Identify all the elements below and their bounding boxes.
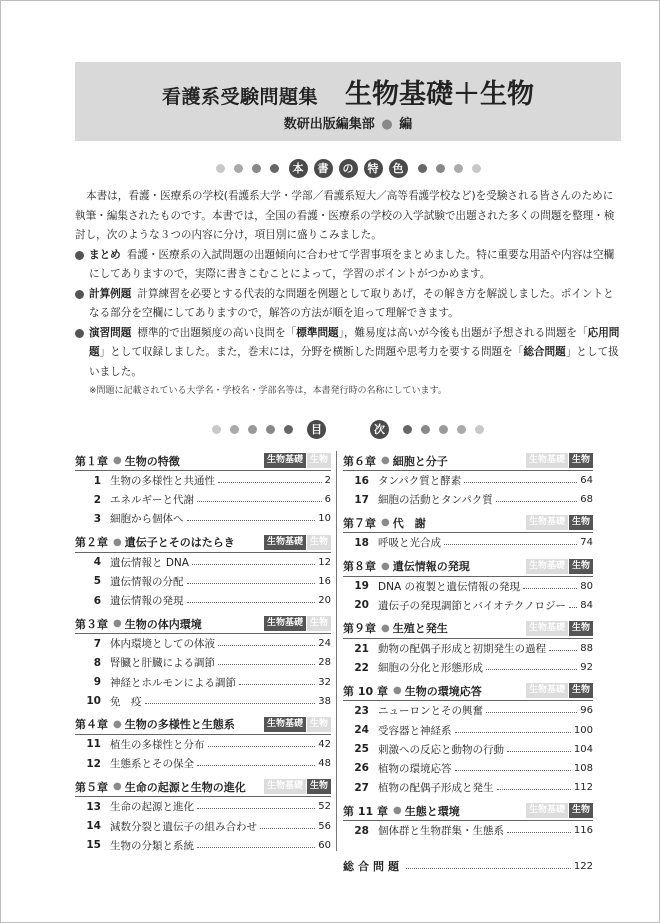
dot-icon <box>248 425 257 434</box>
entry-page: 80 <box>580 580 593 592</box>
title-line <box>75 72 621 111</box>
heading-char: 書 <box>314 159 333 178</box>
toc-entry <box>343 533 593 552</box>
entry-title: 遺伝子の発現調節とバイオテクノロジー <box>378 599 567 612</box>
author-name: 数研出版編集部 <box>283 117 375 132</box>
toc-left-column <box>75 451 331 855</box>
chapter-heading <box>343 513 593 533</box>
toc-entry <box>75 653 331 672</box>
chapter-title: 生殖と発生 <box>392 622 448 636</box>
entry-title: ニューロンとその興奮 <box>378 705 483 718</box>
heading-char: の <box>339 159 358 178</box>
standard-problems-label: 標準問題 <box>296 326 339 339</box>
title-block <box>75 62 621 141</box>
entry-page: 96 <box>580 705 593 717</box>
dot-leader <box>406 868 571 869</box>
dot-leader <box>197 847 315 848</box>
chapter-heading <box>343 557 593 577</box>
entry-number: 8 <box>93 656 101 669</box>
dot-leader <box>145 703 316 704</box>
entry-title: 体内環境としての体液 <box>110 638 215 651</box>
tag-advanced: 生物 <box>307 453 331 468</box>
entry-number: 1 <box>93 474 101 487</box>
chapter-number: 第６章 <box>343 454 376 468</box>
chapter-heading <box>75 533 331 553</box>
feature-text: 」，難易度は高いが今後も出題が予想される問題を「 <box>338 326 588 339</box>
dot-leader <box>197 501 322 502</box>
entry-title: 細胞から個体へ <box>110 513 184 526</box>
entry-title: 遺伝情報の発現 <box>110 595 184 608</box>
toc-entry <box>343 759 593 778</box>
bullet-icon <box>75 329 84 338</box>
chapter-tags <box>264 779 331 794</box>
entry-number: 23 <box>354 704 369 717</box>
feature-summary <box>75 246 621 285</box>
dot-icon <box>457 425 466 434</box>
summary-page: 122 <box>573 860 593 872</box>
entry-title: 刺激への反応と動物の行動 <box>378 743 504 756</box>
tag-advanced: 生物 <box>307 535 331 550</box>
dot-leader <box>444 544 577 545</box>
entry-title: 生命の起源と進化 <box>110 801 194 814</box>
dot-leader <box>486 669 577 670</box>
entry-page: 24 <box>318 638 331 650</box>
toc-entry <box>343 658 593 677</box>
tag-basic: 生物基礎 <box>526 683 568 698</box>
entry-page: 10 <box>318 513 331 525</box>
entry-page: 74 <box>580 537 593 549</box>
dot-leader <box>464 482 577 483</box>
dot-icon: ● <box>113 781 122 793</box>
entry-page: 68 <box>580 494 593 506</box>
chapter-number: 第３章 <box>75 617 108 631</box>
dot-icon: ● <box>113 618 122 630</box>
toc-entry <box>343 577 593 596</box>
toc-entry <box>75 673 331 692</box>
dot-leader <box>260 828 315 829</box>
dot-icon: ● <box>113 718 122 730</box>
dot-leader <box>208 746 316 747</box>
author-line <box>75 113 621 132</box>
chapter-title: 生物の多様性と生態系 <box>124 718 235 732</box>
author-suffix: 編 <box>399 117 413 132</box>
entry-number: 7 <box>93 637 101 650</box>
chapter-number: 第７章 <box>343 516 376 530</box>
dot-icon: ● <box>381 622 390 634</box>
chapter-tags <box>264 535 331 550</box>
entry-number: 24 <box>354 724 369 737</box>
entry-number: 5 <box>93 575 101 588</box>
chapter-heading <box>343 801 593 821</box>
dot-leader <box>507 751 571 752</box>
entry-number: 15 <box>86 839 101 852</box>
entry-page: 28 <box>318 657 331 669</box>
bullet-icon <box>75 290 84 299</box>
entry-number: 9 <box>93 676 101 689</box>
tag-advanced: 生物 <box>307 779 331 794</box>
toc-entry <box>75 634 331 653</box>
entry-number: 28 <box>354 824 369 837</box>
toc-entry <box>75 692 331 711</box>
dot-leader <box>197 808 315 809</box>
entry-page: 48 <box>318 758 331 770</box>
chapter-tags <box>264 453 331 468</box>
chapter-number: 第２章 <box>75 536 108 550</box>
dot-icon <box>475 425 484 434</box>
chapter-title: 生態と環境 <box>404 804 460 818</box>
dot-leader <box>197 765 315 766</box>
feature-text: 標準的で出題頻度の高い良問を「 <box>137 326 297 339</box>
feature-term: 計算例題 <box>89 287 132 300</box>
dot-separator-icon: ● <box>381 117 393 132</box>
chapter-heading <box>343 451 593 471</box>
entry-page: 38 <box>318 695 331 707</box>
column-divider <box>336 451 337 851</box>
tag-advanced: 生物 <box>569 803 593 818</box>
tag-basic: 生物基礎 <box>264 535 306 550</box>
dot-icon: ● <box>381 517 390 529</box>
dot-leader <box>569 607 577 608</box>
tag-basic: 生物基礎 <box>526 621 568 636</box>
entry-page: 2 <box>324 475 331 487</box>
toc-entry <box>75 797 331 816</box>
entry-title: 生態系とその保全 <box>110 758 194 771</box>
entry-page: 84 <box>580 599 593 611</box>
dot-leader <box>486 712 577 713</box>
entry-title: 植物の環境応答 <box>378 762 452 775</box>
entry-page: 56 <box>318 820 331 832</box>
entry-title: 生物の多様性と共通性 <box>110 475 215 488</box>
chapter-heading <box>343 681 593 701</box>
entry-number: 12 <box>86 757 101 770</box>
chapter-tags <box>526 803 593 818</box>
entry-page: 104 <box>573 743 593 755</box>
chapter-tags <box>526 453 593 468</box>
entry-number: 10 <box>86 695 101 708</box>
dot-icon: ● <box>392 685 402 697</box>
dot-icon <box>454 164 463 173</box>
dot-icon <box>252 164 261 173</box>
entry-page: 64 <box>580 475 593 487</box>
toc-heading-chars <box>307 420 389 439</box>
chapter-tags <box>526 621 593 636</box>
feature-calc-example <box>75 285 621 324</box>
dot-icon <box>216 164 225 173</box>
comprehensive-problems-label: 総合問題 <box>523 346 566 358</box>
toc-entry <box>75 754 331 773</box>
entry-title: 動物の配偶子形成と初期発生の過程 <box>378 643 546 656</box>
dot-leader <box>239 684 315 685</box>
toc-entry <box>75 471 331 490</box>
entry-number: 2 <box>93 493 101 506</box>
chapter-heading <box>75 777 331 797</box>
entry-page: 20 <box>318 595 331 607</box>
entry-number: 18 <box>354 536 369 549</box>
entry-number: 20 <box>354 599 369 612</box>
entry-page: 100 <box>573 724 593 736</box>
toc-entry <box>343 701 593 720</box>
dot-leader <box>187 520 316 521</box>
toc-entry <box>75 490 331 509</box>
features-note: ※問題に記載されている大学名・学校名・学部名等は，本書発行時の名称にしています。 <box>89 386 447 396</box>
entry-title: 植物の配偶子形成と発生 <box>378 782 494 795</box>
dot-icon <box>403 425 412 434</box>
dot-leader <box>187 583 316 584</box>
dot-icon <box>439 425 448 434</box>
dot-icon <box>472 164 481 173</box>
chapter-title: 生物の特徴 <box>124 454 180 468</box>
tag-advanced: 生物 <box>307 616 331 631</box>
toc-entry <box>343 596 593 615</box>
entry-number: 27 <box>354 781 369 794</box>
entry-title: 細胞の活動とタンパク質 <box>378 494 493 507</box>
features-heading <box>75 157 621 179</box>
dot-leader <box>455 770 571 771</box>
chapter-heading <box>75 715 331 735</box>
dot-leader <box>497 789 571 790</box>
chapter-number: 第４章 <box>75 718 108 732</box>
entry-number: 11 <box>86 738 101 751</box>
entry-page: 52 <box>318 801 331 813</box>
toc-entry <box>75 836 331 855</box>
tag-basic: 生物基礎 <box>264 616 306 631</box>
entry-title: 受容器と神経系 <box>378 724 452 737</box>
chapter-tags <box>526 515 593 530</box>
entry-title: 生物の分類と系統 <box>110 839 194 852</box>
features-section <box>75 187 621 402</box>
toc-entry <box>343 821 593 840</box>
features-heading-chars <box>289 159 408 178</box>
entry-page: 108 <box>573 762 593 774</box>
chapter-number: 第１章 <box>75 454 108 468</box>
dot-icon: ● <box>381 455 390 466</box>
entry-title: DNA の複製と遺伝情報の発現 <box>378 580 520 593</box>
dot-icon <box>284 425 293 434</box>
right-dots <box>418 164 481 173</box>
feature-text: 」として扱いました。 <box>89 346 619 378</box>
entry-page: 6 <box>324 494 331 506</box>
chapter-number: 第８章 <box>343 560 376 574</box>
toc-entry <box>343 721 593 740</box>
chapter-title: 遺伝子とそのはたらき <box>124 536 235 550</box>
tag-advanced: 生物 <box>307 717 331 732</box>
dot-leader <box>218 482 322 483</box>
tag-basic: 生物基礎 <box>264 717 306 732</box>
dot-icon <box>212 425 221 434</box>
chapter-title: 遺伝情報の発現 <box>392 560 470 574</box>
entry-number: 21 <box>354 642 369 655</box>
entry-number: 4 <box>93 556 101 569</box>
toc-right-column <box>343 451 593 876</box>
entry-title: エネルギーと代謝 <box>110 494 194 507</box>
features-intro: 本書は，看護・医療系の学校(看護系大学・学部／看護系短大／高等看護学校など)を受験される皆さんのために執筆・編集されたものです。本書では，全国の看護・医療系の学校の入学試験で出題された多くの問題を整理・検討し，次のような３つの内容に分け，項目別に盛りこみました。 <box>75 190 615 241</box>
tag-advanced: 生物 <box>569 621 593 636</box>
toc-entry <box>75 816 331 835</box>
right-dots <box>403 425 484 434</box>
entry-page: 12 <box>318 556 331 568</box>
dot-icon <box>421 425 430 434</box>
dot-leader <box>523 588 577 589</box>
toc-entry <box>75 591 331 610</box>
chapter-heading <box>75 614 331 634</box>
toc-entry <box>75 735 331 754</box>
feature-text: 看護・医療系の入試問題の出題傾向に合わせて学習事項をまとめました。特に重要な用語や内容は空欄にしてありますので，実際に書きこむことによって，学習のポイントがつかめます。 <box>89 248 615 280</box>
dot-leader <box>218 645 315 646</box>
entry-number: 6 <box>93 594 101 607</box>
dot-leader <box>549 650 577 651</box>
entry-title: 植生の多様性と分布 <box>110 738 205 751</box>
entry-title: 細胞の分化と形態形成 <box>378 662 483 675</box>
dot-leader <box>496 501 578 502</box>
tag-advanced: 生物 <box>569 515 593 530</box>
entry-page: 42 <box>318 738 331 750</box>
dot-icon <box>270 164 279 173</box>
chapter-heading <box>343 619 593 639</box>
feature-term: まとめ <box>89 248 121 261</box>
entry-number: 14 <box>86 820 101 833</box>
chapter-title: 生命の起源と生物の進化 <box>124 780 246 794</box>
entry-page: 60 <box>318 839 331 851</box>
toc-entry <box>75 572 331 591</box>
chapter-title: 生物の環境応答 <box>404 684 482 698</box>
dot-icon <box>234 164 243 173</box>
applied-problems-label: 応用問題 <box>89 326 620 358</box>
summary-label: 総合問題 <box>343 860 403 874</box>
tag-basic: 生物基礎 <box>526 453 568 468</box>
entry-title: 呼吸と光合成 <box>378 537 441 550</box>
toc-entry <box>343 778 593 797</box>
tag-basic: 生物基礎 <box>526 559 568 574</box>
entry-page: 16 <box>318 575 331 587</box>
chapter-tags <box>264 616 331 631</box>
entry-title: 腎臓と肝臓による調節 <box>110 657 215 670</box>
dot-icon <box>418 164 427 173</box>
bullet-icon <box>75 251 84 260</box>
chapter-tags <box>264 717 331 732</box>
dot-icon <box>266 425 275 434</box>
feature-text: 計算練習を必要とする代表的な問題を例題として取りあげ，その解き方を解説しました。ポイントとなる部分を空欄にしてありますので，解答の方法が順を追って理解できます。 <box>89 287 614 319</box>
entry-number: 26 <box>354 762 369 775</box>
tag-basic: 生物基礎 <box>264 453 306 468</box>
heading-char: 特 <box>364 159 383 178</box>
toc-entry <box>343 490 593 509</box>
entry-title: 個体群と生物群集・生態系 <box>378 825 504 838</box>
tag-advanced: 生物 <box>569 453 593 468</box>
chapter-number: 第 11 章 <box>343 804 388 818</box>
toc-entry <box>75 553 331 572</box>
dot-icon: ● <box>392 805 402 817</box>
chapter-tags <box>526 683 593 698</box>
entry-page: 88 <box>580 643 593 655</box>
entry-page: 112 <box>573 782 593 794</box>
entry-page: 92 <box>580 662 593 674</box>
left-dots <box>216 164 279 173</box>
entry-title: 免 疫 <box>110 695 142 708</box>
dot-leader <box>187 602 316 603</box>
dot-icon <box>230 425 239 434</box>
dot-leader <box>218 664 315 665</box>
entry-number: 17 <box>354 493 369 506</box>
dot-leader <box>192 564 315 565</box>
tag-basic: 生物基礎 <box>526 803 568 818</box>
left-dots <box>212 425 293 434</box>
chapter-title: 細胞と分子 <box>392 454 448 468</box>
toc-entry <box>343 639 593 658</box>
chapter-heading <box>75 451 331 471</box>
feature-text: 」として収録しました。また，巻末には，分野を横断した問題や思考力を要する問題を「 <box>99 346 524 358</box>
chapter-number: 第５章 <box>75 780 108 794</box>
toc-entry <box>343 471 593 490</box>
toc-heading <box>75 418 621 440</box>
feature-exercises <box>75 324 621 383</box>
dot-leader <box>455 732 571 733</box>
tag-advanced: 生物 <box>569 559 593 574</box>
tag-basic: 生物基礎 <box>264 779 306 794</box>
entry-title: 神経とホルモンによる調節 <box>110 676 236 689</box>
chapter-number: 第 10 章 <box>343 684 388 698</box>
chapter-number: 第９章 <box>343 622 376 636</box>
toc-entry <box>343 740 593 759</box>
entry-title: 減数分裂と遺伝子の組み合わせ <box>110 820 257 833</box>
tag-advanced: 生物 <box>569 683 593 698</box>
series-title: 看護系受験問題集 <box>161 86 318 108</box>
book-title: 生物基礎＋生物 <box>345 79 535 110</box>
heading-char: 本 <box>289 159 308 178</box>
entry-title: 遺伝情報の分配 <box>110 575 184 588</box>
entry-number: 22 <box>354 661 369 674</box>
entry-title: タンパク質と酵素 <box>378 475 462 488</box>
dot-icon <box>436 164 445 173</box>
entry-number: 13 <box>86 800 101 813</box>
tag-basic: 生物基礎 <box>526 515 568 530</box>
entry-page: 116 <box>573 825 593 837</box>
chapter-title: 生物の体内環境 <box>124 617 202 631</box>
heading-char: 色 <box>389 159 408 178</box>
dot-leader <box>507 832 571 833</box>
entry-title: 遺伝情報と DNA <box>110 556 189 569</box>
dot-icon: ● <box>113 536 122 548</box>
feature-term: 演習問題 <box>89 326 132 339</box>
summary-entry <box>343 856 593 876</box>
entry-number: 25 <box>354 743 369 756</box>
heading-char: 目 <box>307 420 326 439</box>
dot-icon: ● <box>381 560 390 572</box>
entry-number: 19 <box>354 580 369 593</box>
entry-number: 16 <box>354 474 369 487</box>
heading-char: 次 <box>370 420 389 439</box>
dot-icon: ● <box>113 455 122 466</box>
entry-number: 3 <box>93 512 101 525</box>
chapter-title: 代 謝 <box>392 516 426 530</box>
entry-page: 32 <box>318 676 331 688</box>
toc-entry <box>75 509 331 528</box>
chapter-tags <box>526 559 593 574</box>
